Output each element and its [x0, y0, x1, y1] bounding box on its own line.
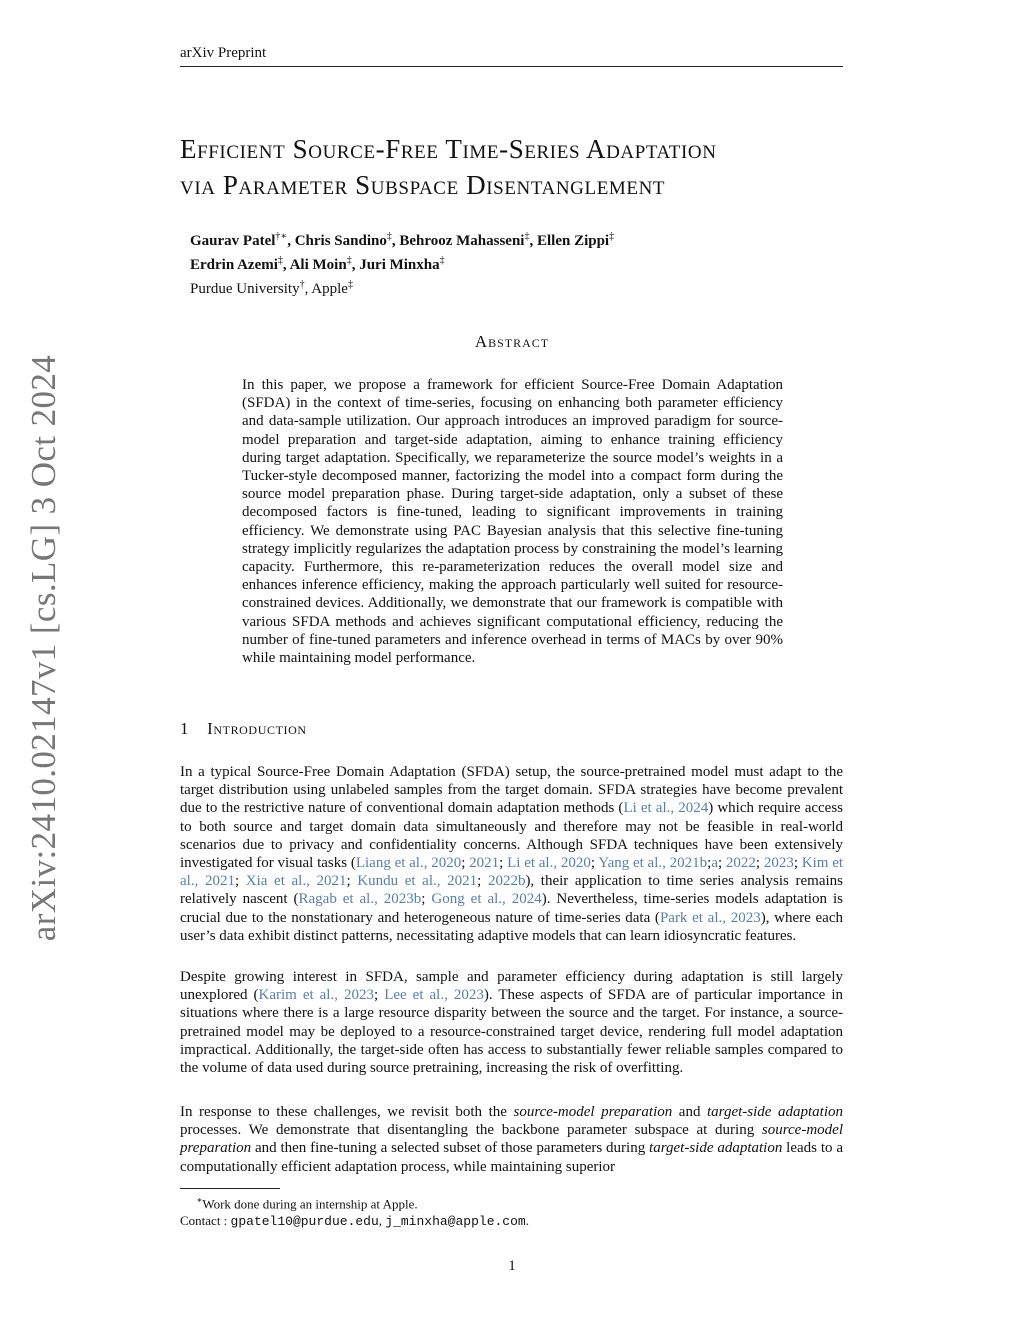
arxiv-identifier: arXiv:2410.02147v1 [cs.LG] 3 Oct 2024 — [24, 354, 63, 942]
footnote — [180, 1192, 529, 1230]
author-name: Juri Minxha — [359, 257, 440, 273]
citation-link[interactable]: Liang et al., 2020 — [355, 855, 462, 872]
emphasis: source-model preparation — [513, 1104, 673, 1120]
citation-link[interactable]: Lee et al., 2023 — [384, 987, 484, 1004]
separator: , — [378, 1213, 386, 1229]
paragraph-text: ). Nevertheless, time-series models adaptation is crucial due to the nonstationary and heterogeneous nature of time-series data ( — [180, 891, 843, 926]
body-paragraph — [180, 763, 843, 945]
citation-link[interactable]: Yang et al., 2021b — [598, 855, 708, 872]
separator: ; — [346, 873, 358, 890]
citation-link[interactable]: Karim et al., 2023 — [258, 987, 374, 1004]
author-name: Behrooz Mahasseni — [399, 233, 525, 249]
citation-link[interactable]: Gong et al., 2024 — [431, 891, 542, 908]
author-name: Erdrin Azemi — [190, 257, 278, 273]
paragraph-text: ), where each user’s data exhibit distinct patterns, necessitating adaptive models that can learn idiosyncratic features. — [180, 909, 843, 944]
author-mark: ‡ — [524, 231, 530, 242]
email-link[interactable]: gpatel10@purdue.edu — [230, 1214, 379, 1230]
citation-link[interactable]: Ragab et al., 2023b — [298, 891, 422, 908]
paragraph-text: and then fine-tuning a selected subset of those parameters during — [251, 1140, 650, 1157]
separator: ; — [590, 855, 599, 872]
citation-link[interactable]: 2022 — [725, 855, 756, 872]
affiliation-mark: † — [299, 279, 305, 290]
citation-link[interactable]: Xia et al., 2021 — [245, 873, 347, 890]
separator: ; — [374, 987, 385, 1004]
separator: ; — [499, 855, 508, 872]
body-paragraph — [180, 968, 843, 1077]
paper-title — [180, 131, 860, 203]
paragraph-text: ) which require access to both source and target domain data simultaneously and therefore may not be feasible in real-world scenarios due to privacy and confidentiality concerns. Although SFDA techniques have been extensively investigated for visual tasks ( — [180, 800, 844, 872]
citation-link[interactable]: Park et al., 2023 — [659, 909, 761, 926]
footnote-text: Work done during an internship at Apple. — [202, 1196, 418, 1212]
title-line-2: via Parameter Subspace Disentanglement — [180, 170, 666, 200]
emphasis: target-side adaptation — [707, 1104, 844, 1120]
separator: ; — [755, 855, 764, 872]
citation-link[interactable]: Li et al., 2020 — [507, 855, 591, 872]
citation-link[interactable]: Kim et al., 2021 — [180, 855, 844, 890]
paragraph-text: leads to a computationally efficient adaptation process, while maintaining superior — [180, 1140, 843, 1175]
paragraph-text: In a typical Source-Free Domain Adaptation (SFDA) setup, the source-pretrained model must adapt to the target distribution using unlabeled samples from the target domain. SFDA strategies have become prevalent due to the restrictive nature of conventional domain adaptation methods ( — [180, 764, 843, 817]
section-number: 1 — [180, 719, 190, 738]
page-number: 1 — [508, 1258, 516, 1274]
separator: ; — [707, 855, 712, 872]
title-line-1: Efficient Source-Free Time-Series Adaptation — [180, 134, 717, 164]
citation-link[interactable]: Li et al., 2024 — [623, 800, 709, 817]
paragraph-text: Despite growing interest in SFDA, sample and parameter efficiency during adaptation is still largely unexplored ( — [180, 969, 843, 1004]
affiliation: Apple — [311, 281, 348, 297]
section-heading — [180, 719, 307, 739]
citation-link[interactable]: a — [711, 855, 718, 872]
separator: ; — [477, 873, 488, 890]
separator: ; — [461, 855, 470, 872]
separator: . — [525, 1213, 529, 1229]
author-name: Ali Moin — [289, 257, 347, 273]
body-paragraph — [180, 1103, 843, 1176]
contact-line — [180, 1212, 529, 1230]
email-link[interactable]: j_minxha@apple.com — [385, 1214, 526, 1230]
affiliation-line: Purdue University†, Apple‡ — [190, 279, 353, 297]
emphasis: source-model preparation — [180, 1122, 843, 1157]
author-block — [190, 227, 614, 299]
separator: ; — [421, 891, 432, 908]
author-name: Chris Sandino — [294, 233, 387, 249]
author-mark: ‡ — [277, 255, 283, 266]
citation-link[interactable]: 2021 — [469, 855, 500, 872]
running-head: arXiv Preprint — [180, 45, 267, 61]
separator: ; — [234, 873, 246, 890]
paragraph-text: processes. We demonstrate that disentangling the backbone parameter subspace at during — [180, 1122, 762, 1139]
author-name: Gaurav Patel — [190, 233, 276, 249]
paragraph-text: In response to these challenges, we revisit both the — [180, 1104, 514, 1120]
footnote-mark: ∗ — [196, 1195, 203, 1205]
paragraph-text: ). These aspects of SFDA are of particular importance in situations where there is a large resource disparity between the source and the target. For instance, a source-pretrained model may be deployed to a resource-constrained target device, rendering full model adaptation impractical. Additionally, the target-side often has access to substantially fewer reliable samples compared to the volume of data used during source pretraining, increasing the risk of overfitting. — [180, 987, 843, 1077]
footnote-rule — [180, 1188, 280, 1189]
author-mark: ‡ — [346, 255, 352, 266]
separator: ; — [793, 855, 802, 872]
paragraph-text: ), their application to time series analysis remains relatively nascent ( — [180, 873, 844, 908]
affiliation: Purdue University — [190, 281, 300, 297]
author-mark: †∗ — [275, 231, 288, 242]
author-name: Ellen Zippi — [536, 233, 610, 249]
citation-link[interactable]: 2023 — [763, 855, 794, 872]
author-line-2: Erdrin Azemi‡, Ali Moin‡, Juri Minxha‡ — [190, 255, 445, 273]
citation-link[interactable]: 2022b — [487, 873, 526, 890]
footnote-line — [180, 1192, 529, 1212]
abstract-heading: Abstract — [474, 332, 550, 351]
paragraph-text: and — [672, 1104, 708, 1120]
author-mark: ‡ — [609, 231, 615, 242]
author-line-1: Gaurav Patel†∗, Chris Sandino‡, Behrooz Mahasseni‡, Ellen Zippi‡ — [190, 231, 615, 249]
emphasis: target-side adaptation — [649, 1140, 783, 1157]
contact-label: Contact : — [180, 1213, 231, 1229]
section-title: Introduction — [207, 719, 307, 738]
author-mark: ‡ — [439, 255, 445, 266]
author-mark: ‡ — [386, 231, 392, 242]
header-rule — [180, 66, 843, 67]
affiliation-mark: ‡ — [347, 279, 353, 290]
separator: ; — [717, 855, 726, 872]
abstract-text: In this paper, we propose a framework for efficient Source-Free Domain Adaptation (SFDA) in the context of time-series, focusing on enhancing both parameter efficiency and data-sample utilization. Our approach introduces an improved paradigm for source-model preparation and target-side adaptation, aiming to enhance training efficiency during target adaptation. Specifically, we reparameterize the source model’s weights in a Tucker-style decomposed manner, factorizing the model into a compact form during the source model preparation phase. During target-side adaptation, only a subset of these decomposed factors is fine-tuned, leading to significant improvements in training efficiency. We demonstrate using PAC Bayesian analysis that this selective fine-tuning strategy implicitly regularizes the adaptation process by constraining the model’s learning capacity. Furthermore, this re-parameterization reduces the overall model size and enhances inference efficiency, making the approach particularly well suited for resource-constrained devices. Additionally, we demonstrate that our framework is compatible with various SFDA methods and achieves significant computational efficiency, reducing the number of fine-tuned parameters and inference overhead in terms of MACs by over 90% while maintaining model performance. — [242, 377, 783, 667]
citation-link[interactable]: Kundu et al., 2021 — [357, 873, 478, 890]
